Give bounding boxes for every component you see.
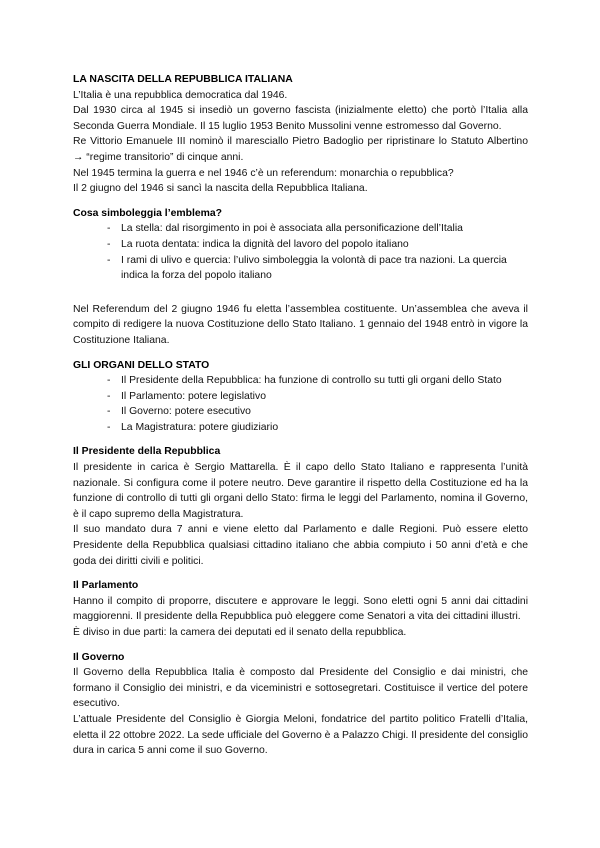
list-item: - Il Governo: potere esecutivo — [107, 404, 528, 420]
list-item: - La ruota dentata: indica la dignità del lavoro del popolo italiano — [107, 237, 528, 253]
intro-paragraph: L’Italia è una repubblica democratica dal 1946. — [73, 89, 288, 101]
intro-paragraph: Dal 1930 circa al 1945 si insediò un governo fascista (inizialmente eletto) che portò l’Italia alla Seconda Guerra Mondiale. Il 15 luglio 1953 Benito Mussolini venne estromesso dal Governo. — [73, 105, 528, 132]
presidente-paragraph: Il presidente in carica è Sergio Mattarella. È il capo dello Stato Italiano e rappresenta l’unità nazionale. Si configura come il potere neutro. Deve garantire il rispetto della Costituzione ed ha la funzione di controllo di tutti gli organi dello Stato: firma le leggi del Parlamento, nomina il Governo, è il capo supremo della Magistratura. — [73, 462, 528, 520]
governo-heading: Il Governo — [73, 651, 125, 663]
intro-paragraph: Il 2 giugno del 1946 si sancì la nascita della Repubblica Italiana. — [73, 183, 368, 195]
organi-list — [73, 373, 528, 435]
list-item: - Il Presidente della Repubblica: ha funzione di controllo su tutti gli organi dello Stato — [107, 373, 528, 389]
governo-paragraph: Il Governo della Repubblica Italia è composto dal Presidente del Consiglio e dai ministri, che formano il Consiglio dei ministri, e da viceministri e sottosegretari. Costituisce il vertice del potere esecutivo. — [73, 667, 528, 710]
organi-heading: GLI ORGANI DELLO STATO — [73, 359, 210, 371]
document-title: LA NASCITA DELLA REPUBBLICA ITALIANA — [73, 74, 293, 85]
parlamento-paragraph: Hanno il compito di proporre, discutere e approvare le leggi. Sono eletti ogni 5 anni dai cittadini maggiorenni. Il presidente della Repubblica può eleggere come Senatori a vita dei cittadini illustri. — [73, 595, 528, 623]
list-item: - Il Parlamento: potere legislativo — [107, 389, 528, 405]
presidente-heading: Il Presidente della Repubblica — [73, 446, 221, 458]
emblem-list — [73, 221, 528, 283]
parlamento-heading: Il Parlamento — [73, 580, 139, 592]
emblem-heading: Cosa simboleggia l’emblema? — [73, 207, 222, 219]
intro-paragraph: Re Vittorio Emanuele III nominò il maresciallo Pietro Badoglio per ripristinare lo Statuto Albertino → “regime transitorio” di cinque anni. — [73, 136, 528, 163]
parlamento-paragraph: È diviso in due parti: la camera dei deputati ed il senato della repubblica. — [73, 627, 407, 638]
presidente-paragraph: Il suo mandato dura 7 anni e viene eletto dal Parlamento e dalle Regioni. Può essere eletto Presidente della Repubblica qualsiasi cittadino italiano che abbia compiuto i 50 anni d’età e che goda dei diritti civili e politici. — [73, 524, 528, 567]
list-item: - I rami di ulivo e quercia: l’ulivo simboleggia la volontà di pace tra nazioni. La quercia indica la forza del popolo italiano — [107, 253, 528, 284]
list-item: - La Magistratura: potere giudiziario — [107, 420, 528, 436]
list-item: - La stella: dal risorgimento in poi è associata alla personificazione dell’Italia — [107, 221, 528, 237]
intro-paragraph: Nel 1945 termina la guerra e nel 1946 c’è un referendum: monarchia o repubblica? — [73, 167, 454, 179]
governo-paragraph: L’attuale Presidente del Consiglio è Giorgia Meloni, fondatrice del partito politico Fratelli d’Italia, eletta il 22 ottobre 2022. La sede ufficiale del Governo è a Palazzo Chigi. Il presidente del consiglio dura in carica 5 anni come il suo Governo. — [73, 713, 528, 757]
referendum-paragraph: Nel Referendum del 2 giugno 1946 fu eletta l’assemblea costituente. Un’assemblea che aveva il compito di redigere la nuova Costituzione dello Stato Italiano. 1 gennaio del 1948 entrò in vigore la Costituzione Italiana. — [73, 303, 528, 346]
